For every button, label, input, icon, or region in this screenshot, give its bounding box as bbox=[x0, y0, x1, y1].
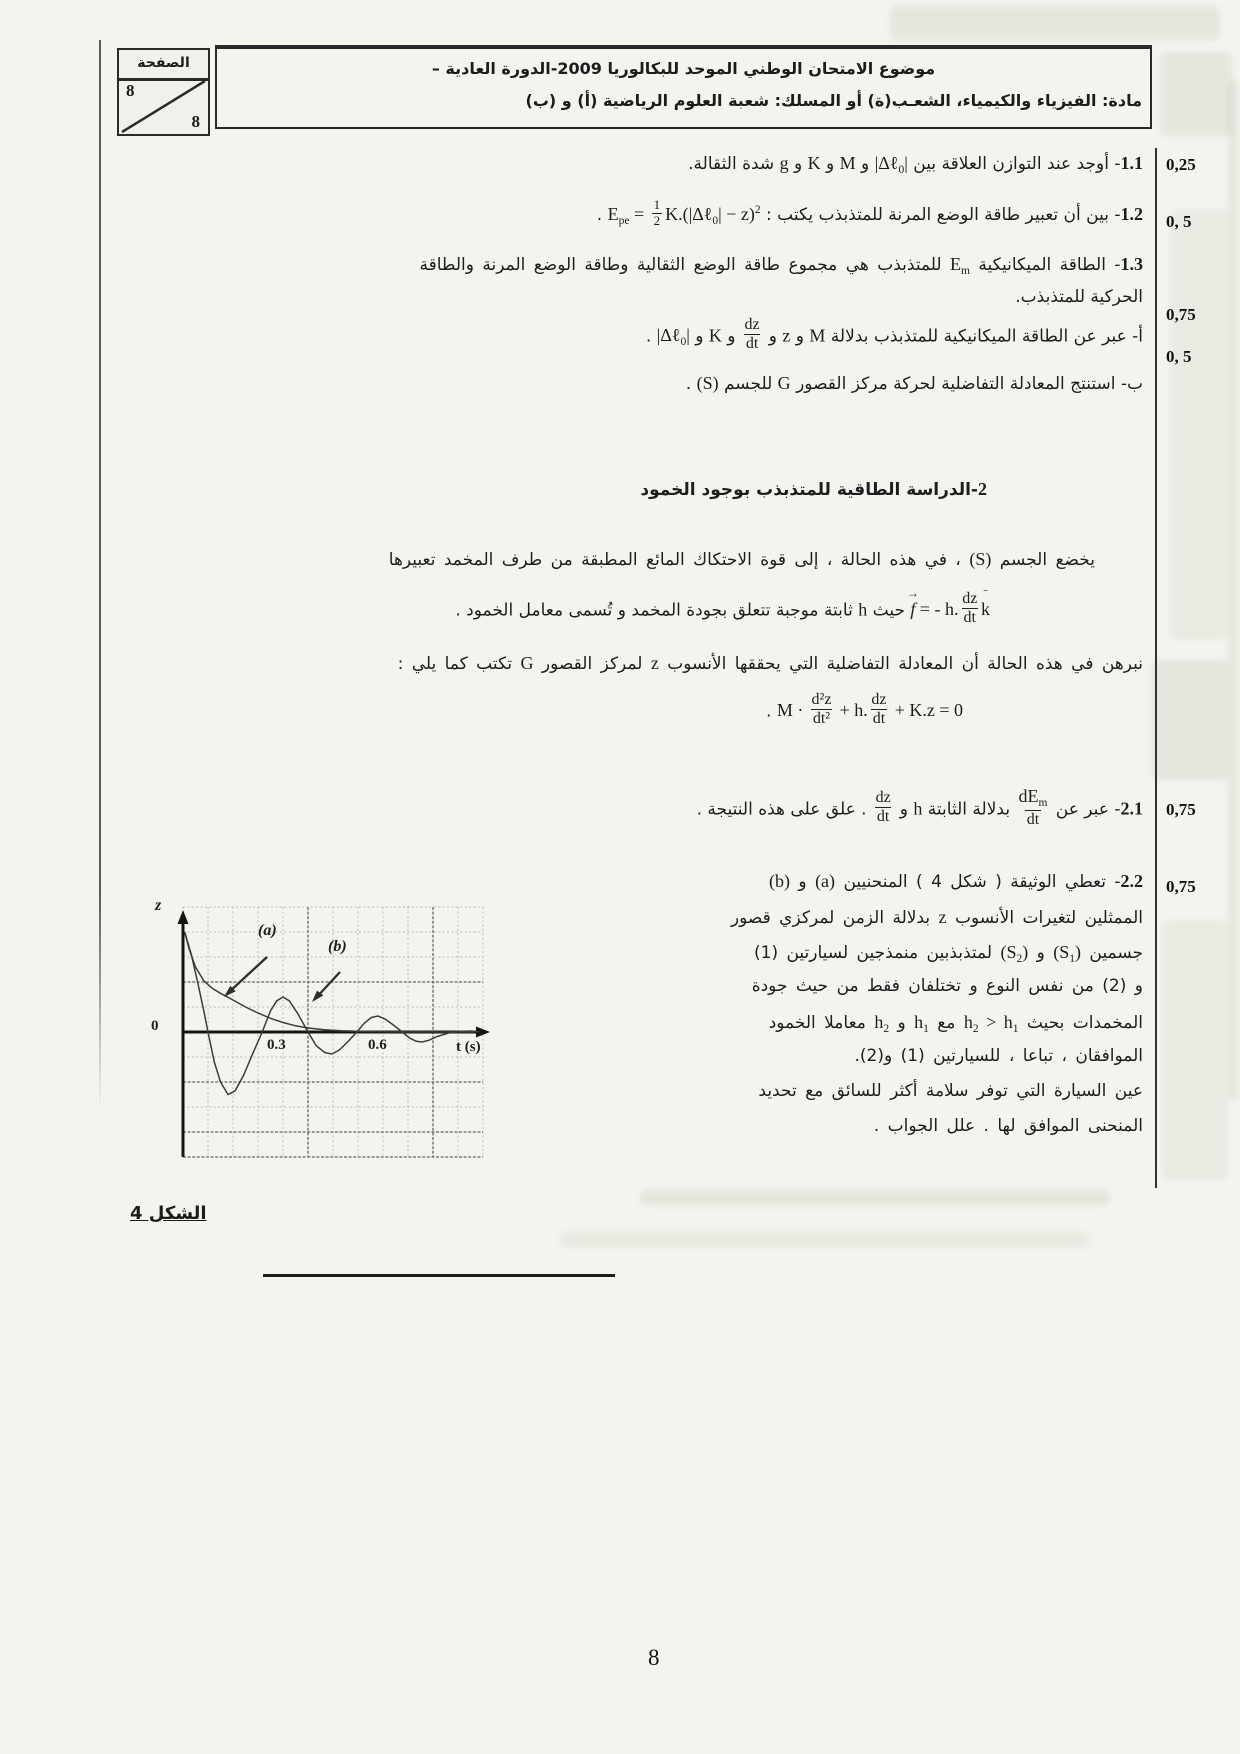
mark-q21: 0,75 bbox=[1166, 800, 1196, 819]
mark-q22: 0,75 bbox=[1166, 877, 1196, 896]
question-2.2-line3: جسمين $(S_1)$ و $(S_2)$ لمتذبذبين منمذجين لسيارتين (1) bbox=[753, 942, 1143, 965]
question-1.3-line2: الحركية للمتذبذب. bbox=[1015, 287, 1143, 307]
mark-qa: 0,75 bbox=[1166, 305, 1196, 324]
bleed-through-smudge bbox=[1162, 920, 1228, 1180]
page-counter-total: 8 bbox=[191, 112, 200, 131]
figure-4-chart bbox=[140, 860, 500, 1172]
figure-caption: الشكل 4 bbox=[130, 1203, 207, 1224]
origin-label: 0 bbox=[151, 1018, 159, 1034]
footer-rule bbox=[263, 1274, 615, 1277]
question-2.2-line8: المنحنى الموافق لها . علل الجواب . bbox=[873, 1116, 1143, 1136]
bleed-through-smudge bbox=[1152, 660, 1228, 780]
page-counter-current: 8 bbox=[126, 81, 135, 100]
page-counter-box bbox=[117, 48, 210, 136]
bleed-through-smudge bbox=[640, 1190, 1110, 1206]
mark-q12: 0, 5 bbox=[1166, 212, 1192, 231]
mark-qb: 0, 5 bbox=[1166, 347, 1192, 366]
bleed-through-smudge bbox=[1228, 80, 1238, 1100]
tick-0.3: 0.3 bbox=[267, 1037, 286, 1053]
z-axis-arrowhead bbox=[178, 910, 189, 924]
curve-b-label: (b) bbox=[328, 938, 347, 955]
question-1.2: 1.2- بين أن تعبير طاقة الوضع المرنة للمتذبذب يكتب : $E_{pe}$ = $\frac{1}{2}$ K.(|Δℓ$_0$| − z)$^2$ . bbox=[596, 197, 1143, 228]
question-2.2-line5: المخمدات بحيث $h_2 > h_1$ مع $h_1$ و $h_2$ معاملا الخمود bbox=[768, 1012, 1143, 1035]
tick-0.6: 0.6 bbox=[368, 1037, 387, 1053]
section-2-heading: 2-الدراسة الطاقية للمتذبذب بوجود الخمود bbox=[640, 479, 987, 500]
bleed-through-smudge bbox=[1170, 210, 1228, 640]
differential-equation: M · $\frac{\text{d²z}}{\text{dt²}}$ + h. $\frac{dz}{dt}$ + K.z = 0 . bbox=[766, 691, 963, 727]
bleed-through-smudge bbox=[890, 6, 1220, 40]
paragraph-damping-2: → f = - h. $\frac{dz}{dt}$ ˉ k حيث h ثابتة موجبة تتعلق بجودة المخمد و تُسمى معامل الخمود . bbox=[455, 586, 990, 626]
question-2.2-line7: عين السيارة التي توفر سلامة أكثر للسائق مع تحديد bbox=[758, 1081, 1143, 1101]
page-counter-label: الصفحة bbox=[119, 50, 208, 81]
mark-q11: 0,25 bbox=[1166, 155, 1196, 174]
question-1.3-b: ب- استنتج المعادلة التفاضلية لحركة مركز القصور G للجسم (S) . bbox=[685, 373, 1143, 394]
z-axis-label: z bbox=[155, 897, 162, 914]
page-number: 8 bbox=[648, 1645, 660, 1670]
question-2.2-line1: 2.2- تعطي الوثيقة ( شكل 4 ) المنحنيين (a) و (b) bbox=[769, 871, 1143, 892]
question-1.1: 1.1- أوجد عند التوازن العلاقة بين |Δℓ$_0$| و M و K و g شدة الثقالة. bbox=[688, 153, 1143, 176]
question-2.1: 2.1- عبر عن $\frac{dE_m}{dt}$ بدلالة الثابتة h و $\frac{dz}{dt}$ . علق على هذه النتيجة . bbox=[696, 786, 1143, 828]
bleed-through-smudge bbox=[560, 1232, 1090, 1247]
exam-subject: مادة: الفيزياء والكيمياء، الشعـب(ة) أو المسلك: شعبة العلوم الرياضية (أ) و (ب) bbox=[525, 91, 1142, 110]
question-1.3-a: أ- عبر عن الطاقة الميكانيكية للمتذبذب بدلالة M و z و $\frac{dz}{dt}$ و K و |Δℓ$_0$| . bbox=[645, 316, 1143, 352]
exam-header-box bbox=[215, 45, 1152, 129]
t-axis-label: t (s) bbox=[456, 1039, 481, 1055]
bleed-through-smudge bbox=[1160, 52, 1232, 136]
question-2.2-line2: الممثلين لتغيرات الأنسوب z بدلالة الزمن لمركزي قصور bbox=[730, 907, 1143, 928]
marks-separator-line bbox=[1155, 148, 1157, 1188]
question-1.3-line1: 1.3- الطاقة الميكانيكية $E_m$ للمتذبذب هي مجموع طاقة الوضع الثقالية وطاقة الوضع المرنة والطاقة bbox=[419, 254, 1143, 277]
scan-edge-line bbox=[99, 40, 101, 1110]
question-2.2-line4: و (2) من نفس النوع و تختلفان فقط من حيث جودة bbox=[751, 976, 1143, 996]
curve-a-label: (a) bbox=[258, 922, 277, 939]
question-2.2-line6: الموافقان ، تباعا ، للسيارتين (1) و(2). bbox=[854, 1046, 1143, 1066]
exam-title: موضوع الامتحان الوطني الموحد للبكالوريا 2009-الدورة العادية – bbox=[431, 59, 936, 78]
curve-b bbox=[185, 932, 479, 1095]
paragraph-damping-1: يخضع الجسم (S) ، في هذه الحالة ، إلى قوة الاحتكاك المائع المطبقة من طرف المخمد تعبيرها bbox=[388, 549, 1095, 570]
chart-curves bbox=[185, 932, 479, 1095]
paragraph-differential-intro: نبرهن في هذه الحالة أن المعادلة التفاضلية التي يحققها الأنسوب z لمركز القصور G تكتب كما يلي : bbox=[397, 653, 1143, 674]
curve-label-arrows bbox=[224, 957, 340, 1002]
